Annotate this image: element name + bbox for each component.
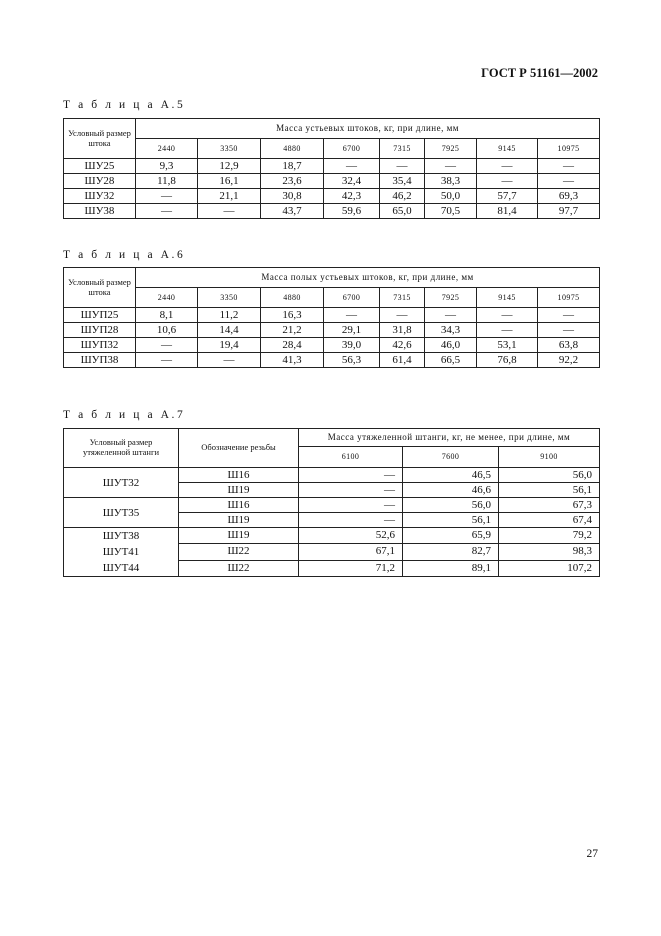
mass-value: — xyxy=(136,338,198,353)
length-header: 6700 xyxy=(324,288,380,308)
row-size-label: ШУ32 xyxy=(64,189,136,204)
mass-value: 38,3 xyxy=(425,174,477,189)
mass-value: 65,0 xyxy=(380,204,425,219)
length-header: 6100 xyxy=(299,447,403,468)
mass-value: 32,4 xyxy=(324,174,380,189)
mass-value: 21,2 xyxy=(261,323,324,338)
table-a7 xyxy=(63,428,600,577)
mass-value: 11,8 xyxy=(136,174,198,189)
mass-value: — xyxy=(136,353,198,368)
mass-value: — xyxy=(198,353,261,368)
length-header: 6700 xyxy=(324,139,380,159)
mass-value: 67,1 xyxy=(299,544,403,560)
length-header: 9145 xyxy=(477,139,538,159)
length-header: 10975 xyxy=(538,288,600,308)
mass-value: 52,6 xyxy=(299,528,403,544)
length-header: 7925 xyxy=(425,139,477,159)
mass-column-header: Масса полых устьевых штоков, кг, при длине, мм xyxy=(136,268,600,288)
mass-value: 46,0 xyxy=(425,338,477,353)
mass-value: 39,0 xyxy=(324,338,380,353)
row-size-label: ШУП28 xyxy=(64,323,136,338)
mass-value: — xyxy=(299,483,403,498)
length-header: 3350 xyxy=(198,288,261,308)
mass-value: 67,3 xyxy=(499,498,600,513)
mass-value: 66,5 xyxy=(425,353,477,368)
mass-value: 76,8 xyxy=(477,353,538,368)
length-header: 7925 xyxy=(425,288,477,308)
table-row xyxy=(64,174,600,189)
mass-value: 56,0 xyxy=(499,468,600,483)
mass-value: — xyxy=(380,159,425,174)
table-a6-caption: Т а б л и ц а А.6 xyxy=(63,249,186,261)
table-row xyxy=(64,338,600,353)
mass-value: — xyxy=(198,204,261,219)
size-column-header: Условный размер штока xyxy=(64,119,136,159)
length-header: 2440 xyxy=(136,288,198,308)
thread-value: Ш19 xyxy=(179,513,299,528)
mass-value: — xyxy=(324,159,380,174)
mass-value: 14,4 xyxy=(198,323,261,338)
mass-value: 89,1 xyxy=(403,560,499,576)
table-a5 xyxy=(63,118,600,219)
mass-value: 79,2 xyxy=(499,528,600,544)
mass-value: 70,5 xyxy=(425,204,477,219)
mass-value: 107,2 xyxy=(499,560,600,576)
length-header: 3350 xyxy=(198,139,261,159)
row-size-label: ШУП38 xyxy=(64,353,136,368)
row-size-label xyxy=(64,528,179,577)
mass-value: 82,7 xyxy=(403,544,499,560)
mass-value: 57,7 xyxy=(477,189,538,204)
table-row xyxy=(64,159,600,174)
row-size-label xyxy=(64,498,179,528)
table-row xyxy=(64,528,600,544)
mass-value: 8,1 xyxy=(136,308,198,323)
mass-value: — xyxy=(425,159,477,174)
mass-value: 42,6 xyxy=(380,338,425,353)
mass-value: — xyxy=(477,308,538,323)
size-name: ШУТ32 xyxy=(102,476,140,489)
mass-value: — xyxy=(299,513,403,528)
mass-value: 67,4 xyxy=(499,513,600,528)
mass-value: 46,2 xyxy=(380,189,425,204)
mass-value: — xyxy=(425,308,477,323)
thread-value: Ш22 xyxy=(179,544,299,560)
row-size-label: ШУП25 xyxy=(64,308,136,323)
table-a7-caption: Т а б л и ц а А.7 xyxy=(63,409,186,421)
length-header: 9100 xyxy=(499,447,600,468)
length-header: 4880 xyxy=(261,139,324,159)
table-row xyxy=(64,189,600,204)
document-standard-header: ГОСТ Р 51161—2002 xyxy=(481,66,598,80)
mass-value: 65,9 xyxy=(403,528,499,544)
table-row xyxy=(64,468,600,483)
mass-value: 63,8 xyxy=(538,338,600,353)
mass-value: 97,7 xyxy=(538,204,600,219)
mass-value: 56,0 xyxy=(403,498,499,513)
mass-value: — xyxy=(538,159,600,174)
row-size-label: ШУ38 xyxy=(64,204,136,219)
mass-value: 92,2 xyxy=(538,353,600,368)
mass-value: 10,6 xyxy=(136,323,198,338)
thread-value: Ш16 xyxy=(179,468,299,483)
length-header: 7315 xyxy=(380,288,425,308)
table-row xyxy=(64,353,600,368)
length-header: 2440 xyxy=(136,139,198,159)
thread-value: Ш22 xyxy=(179,560,299,576)
size-name: ШУТ38 xyxy=(102,530,140,542)
mass-value: — xyxy=(477,323,538,338)
mass-value: 56,1 xyxy=(403,513,499,528)
mass-value: — xyxy=(477,159,538,174)
mass-value: 98,3 xyxy=(499,544,600,560)
mass-value: 81,4 xyxy=(477,204,538,219)
table-a5-caption: Т а б л и ц а А.5 xyxy=(63,99,186,111)
mass-value: 59,6 xyxy=(324,204,380,219)
size-column-header: Условный размер утяжеленной штанги xyxy=(64,429,179,468)
thread-column-header: Обозначение резьбы xyxy=(179,429,299,468)
mass-value: 12,9 xyxy=(198,159,261,174)
mass-value: 41,3 xyxy=(261,353,324,368)
table-row xyxy=(64,498,600,513)
table-row xyxy=(64,204,600,219)
size-name: ШУТ41 xyxy=(102,546,140,558)
mass-column-header: Масса утяжеленной штанги, кг, не менее, при длине, мм xyxy=(299,429,600,447)
size-name: ШУТ44 xyxy=(102,562,140,574)
mass-value: 34,3 xyxy=(425,323,477,338)
mass-value: 29,1 xyxy=(324,323,380,338)
mass-value: 71,2 xyxy=(299,560,403,576)
mass-value: 11,2 xyxy=(198,308,261,323)
mass-value: — xyxy=(477,174,538,189)
length-header: 10975 xyxy=(538,139,600,159)
table-a6 xyxy=(63,267,600,368)
mass-value: 43,7 xyxy=(261,204,324,219)
mass-value: — xyxy=(380,308,425,323)
mass-value: 69,3 xyxy=(538,189,600,204)
mass-column-header: Масса устьевых штоков, кг, при длине, мм xyxy=(136,119,600,139)
table-row xyxy=(64,323,600,338)
mass-value: 21,1 xyxy=(198,189,261,204)
size-name: ШУТ35 xyxy=(102,506,140,519)
table-row xyxy=(64,308,600,323)
mass-value: 16,1 xyxy=(198,174,261,189)
mass-value: 46,6 xyxy=(403,483,499,498)
mass-value: 18,7 xyxy=(261,159,324,174)
mass-value: 23,6 xyxy=(261,174,324,189)
mass-value: 50,0 xyxy=(425,189,477,204)
mass-value: 16,3 xyxy=(261,308,324,323)
mass-value: 61,4 xyxy=(380,353,425,368)
mass-value: 30,8 xyxy=(261,189,324,204)
mass-value: 31,8 xyxy=(380,323,425,338)
thread-value: Ш19 xyxy=(179,483,299,498)
thread-value: Ш16 xyxy=(179,498,299,513)
mass-value: — xyxy=(299,468,403,483)
mass-value: 28,4 xyxy=(261,338,324,353)
page-number: 27 xyxy=(586,848,598,860)
mass-value: — xyxy=(136,204,198,219)
mass-value: 53,1 xyxy=(477,338,538,353)
mass-value: 35,4 xyxy=(380,174,425,189)
mass-value: — xyxy=(136,189,198,204)
mass-value: 19,4 xyxy=(198,338,261,353)
mass-value: 56,1 xyxy=(499,483,600,498)
mass-value: — xyxy=(538,308,600,323)
size-column-header: Условный размер штока xyxy=(64,268,136,308)
thread-value: Ш19 xyxy=(179,528,299,544)
row-size-label: ШУ28 xyxy=(64,174,136,189)
length-header: 7315 xyxy=(380,139,425,159)
mass-value: — xyxy=(538,174,600,189)
row-size-label: ШУ25 xyxy=(64,159,136,174)
length-header: 7600 xyxy=(403,447,499,468)
mass-value: 42,3 xyxy=(324,189,380,204)
mass-value: 46,5 xyxy=(403,468,499,483)
row-size-label: ШУП32 xyxy=(64,338,136,353)
mass-value: — xyxy=(538,323,600,338)
row-size-label xyxy=(64,468,179,498)
length-header: 4880 xyxy=(261,288,324,308)
mass-value: — xyxy=(299,498,403,513)
mass-value: — xyxy=(324,308,380,323)
mass-value: 9,3 xyxy=(136,159,198,174)
length-header: 9145 xyxy=(477,288,538,308)
mass-value: 56,3 xyxy=(324,353,380,368)
